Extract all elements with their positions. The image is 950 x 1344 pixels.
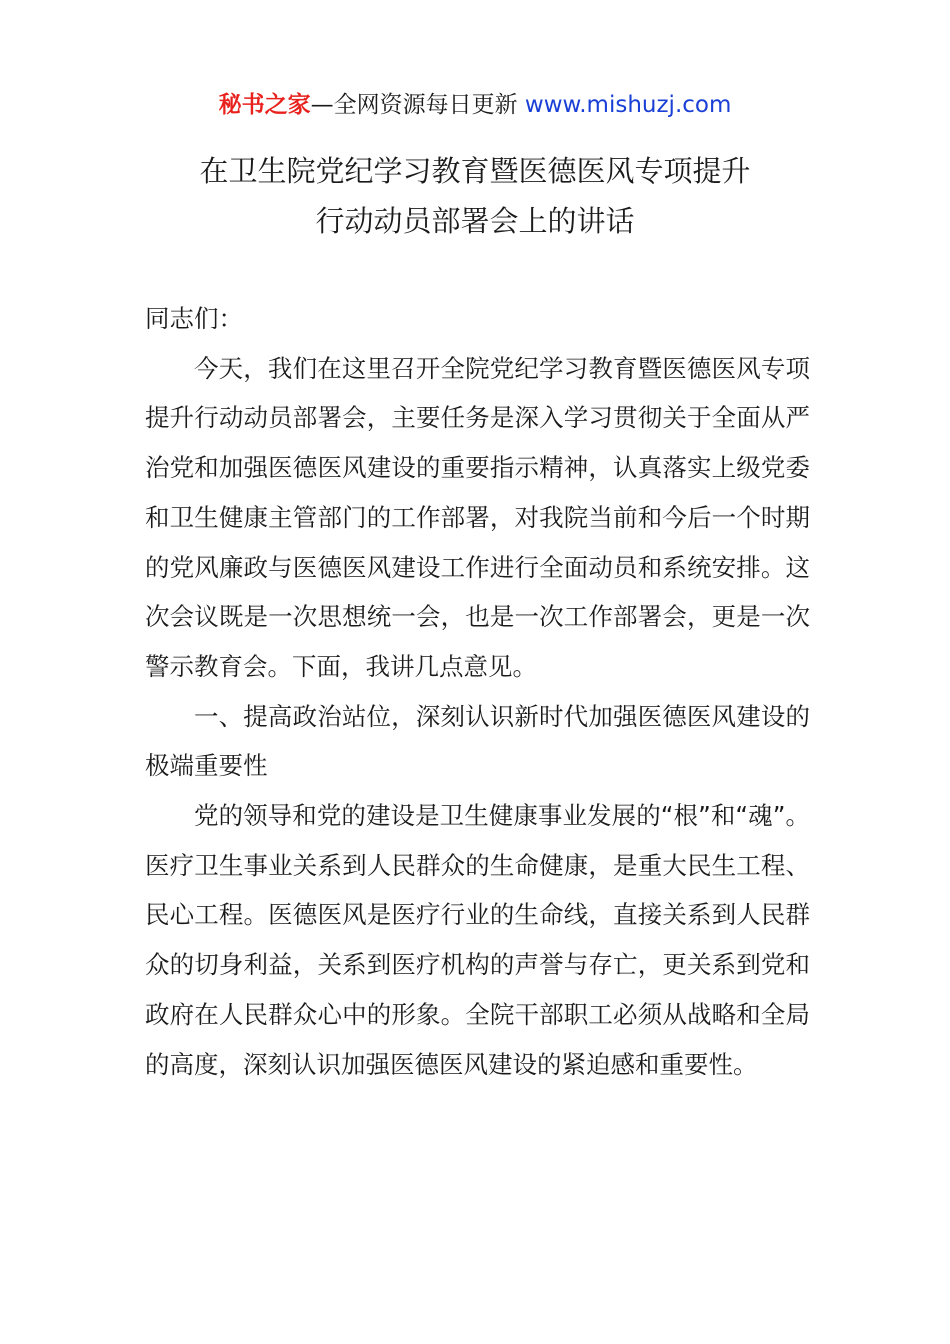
paragraph-intro: 今天，我们在这里召开全院党纪学习教育暨医德医风专项提升行动动员部署会，主要任务是深入学习贯彻关于全面从严治党和加强医德医风建设的重要指示精神，认真落实上级党委和卫生健康主管部门的工作部署，对我院当前和今后一个时期的党风廉政与医德医风建设工作进行全面动员和系统安排。这次会议既是一次思想统一会，也是一次工作部署会，更是一次警示教育会。下面，我讲几点意见。 — [145, 353, 810, 681]
section-heading-1: 一、提高政治站位，深刻认识新时代加强医德医风建设的极端重要性 — [145, 701, 810, 781]
salutation: 同志们： — [145, 304, 243, 333]
site-url-link[interactable]: www.mishuzj.com — [524, 92, 732, 118]
header-tagline: —全网资源每日更新 — [310, 92, 518, 118]
title-line-2: 行动动员部署会上的讲话 — [315, 204, 635, 238]
document-body — [145, 294, 810, 1089]
brand-name: 秘书之家 — [218, 92, 311, 118]
document-title — [0, 146, 950, 246]
paragraph-section-1: 党的领导和党的建设是卫生健康事业发展的“根”和“魂”。医疗卫生事业关系到人民群众的生命健康，是重大民生工程、民心工程。医德医风是医疗行业的生命线，直接关系到人民群众的切身利益，关系到医疗机构的声誉与存亡，更关系到党和政府在人民群众心中的形象。全院干部职工必须从战略和全局的高度，深刻认识加强医德医风建设的紧迫感和重要性。 — [145, 801, 810, 1079]
title-line-1: 在卫生院党纪学习教育暨医德医风专项提升 — [199, 154, 751, 188]
site-header — [0, 88, 950, 122]
